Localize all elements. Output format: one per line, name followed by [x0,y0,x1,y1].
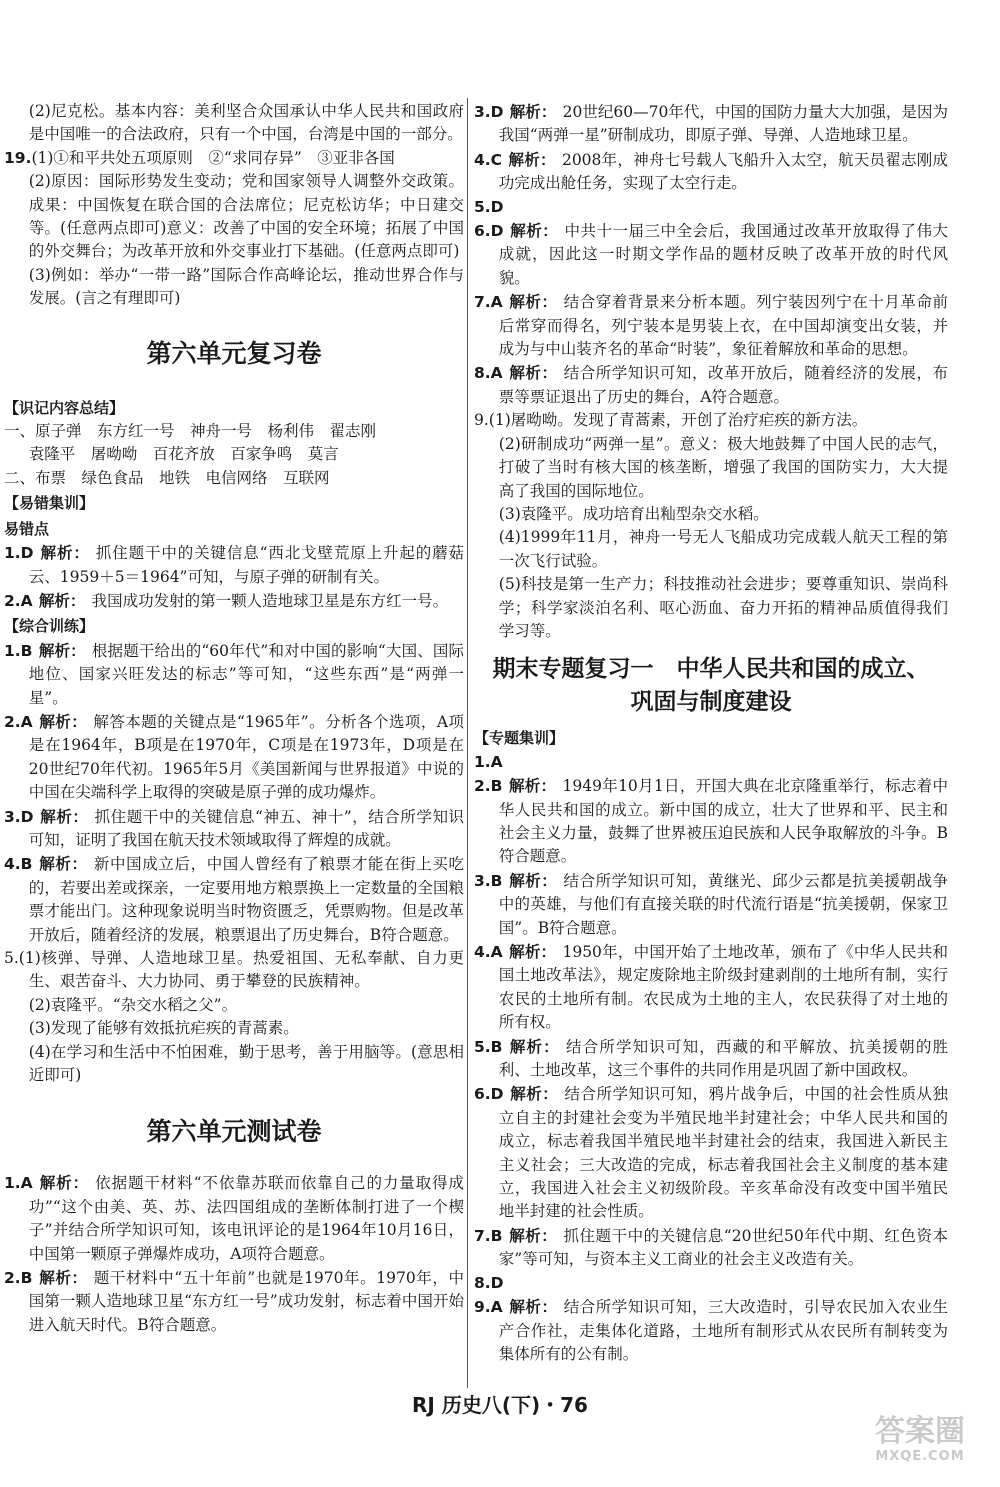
test-answer-1 [4,1171,464,1266]
watermark-sub: MXQE.COM [875,1449,965,1464]
test-answer-7 [474,290,948,361]
answer-number: 1.B [4,641,33,660]
test-answer-2 [4,1266,464,1337]
analysis-label: 解析： [38,1173,89,1193]
special-answer-3 [474,869,948,940]
analysis-label: 解析： [38,640,86,660]
analysis-label: 解析： [39,543,90,563]
summary-line-1b: 袁隆平 屠呦呦 百花齐放 百家争鸣 莫言 [28,445,339,464]
analysis-label: 解析： [38,590,86,610]
answer-18-part2: (2)尼克松。基本内容：美利坚合众国承认中华人民共和国政府是中国唯一的合法政府，只有一个中国，台湾是中国的一部分。 [28,102,464,144]
special-answer-6 [474,1082,948,1223]
answer-number: 4.C [474,150,503,169]
page-footer: RJ 历史八(下)・76 [412,1393,588,1417]
test-answer-9-part5: (5)科技是第一生产力；科技推动社会进步；要尊重知识、崇尚科学；科学家淡泊名利、呕心沥血、奋力开拓的精神品质值得我们学习等。 [498,575,948,640]
answer-text: 结合所学知识可知，黄继光、邱少云都是抗美援朝战争中的英雄，与他们有直接关联的时代流行语是“抗美援朝，保家卫国”。B符合题意。 [498,871,948,937]
errors-subheading: 易错点 [4,519,50,538]
analysis-label: 解析： [508,1297,558,1317]
watermark-main: 答案圈 [875,1414,965,1449]
special-answer-9 [474,1295,948,1366]
summary-line-2: 二、布票 绿色食品 地铁 电信网络 互联网 [4,468,330,487]
answer-number: 3.D [4,807,34,826]
analysis-label: 解析： [38,854,88,874]
test-answer-6 [474,219,948,290]
left-column [4,100,464,1337]
answer-19-part1 [4,147,464,170]
answer-number: 6.D [474,222,504,241]
answer-number: 4.A [474,943,503,961]
answer-number: 1.D [4,544,34,563]
combined-answer-1 [4,639,464,710]
answer-number: 2.B [4,1269,33,1288]
errors-heading: 【易错集训】 [4,494,95,513]
special-heading: 【专题集训】 [474,729,565,748]
analysis-label: 解析： [508,870,558,890]
answer-text: 1950年，中国开始了土地改革，颁布了《中华人民共和国土地改革法》，规定废除地主阶级封建剥削的土地所有制，实行农民的土地所有制。农民成为土地的主人，农民获得了对土地的所有权。 [498,943,948,1032]
answer-text: 新中国成立后，中国人曾经有了粮票才能在街上买吃的，若要出差或探亲，一定要用地方粮票换上一定数量的全国粮票才能出门。这种现象说明当时物资匮乏，凭票购物。但是改革开放后，随着经济的发展，粮票退出了历史舞台，B符合题意。 [28,855,464,944]
answer-text: 结合所学知识可知，三大改造时，引导农民加入农业生产合作社，走集体化道路，土地所有制形式从农民所有制转变为集体所有的公有制。 [498,1298,948,1363]
combined-answer-3 [4,805,464,853]
special-answer-4 [474,940,948,1035]
answer-number: 9.A [474,1298,503,1317]
answer-text: 根据题干给出的“60年代”和对中国的影响“大国、国际地位、国家兴旺发达的标志”等可知，“这些东西”是“两弹一星”。 [28,641,464,707]
combined-answer-2 [4,710,464,805]
answer-number: 3.D [474,103,504,121]
test-answer-3 [474,100,948,148]
special-answer-7 [474,1224,948,1272]
combined-answer-5-part2: (2)袁隆平。“杂交水稻之父”。 [28,995,238,1014]
summary-heading: 【识记内容总结】 [4,398,125,417]
answer-text: 我国成功发射的第一颗人造地球卫星是东方红一号。 [91,591,449,610]
answer-number: 5.D [474,197,504,216]
special-answer-5 [474,1035,948,1083]
answer-number: 8.D [474,1273,504,1292]
analysis-label: 解析： [508,1036,560,1056]
answer-number: 2.B [474,777,503,796]
test-answer-9-part1: 9.(1)屠呦呦。发现了青蒿素，开创了治疗疟疾的新方法。 [474,411,868,430]
analysis-label: 解析： [39,806,89,826]
analysis-label: 解析： [38,711,88,731]
answer-text: 结合所学知识可知，西藏的和平解放、抗美援朝的胜利、土地改革，这三个事件的共同作用是巩固了新中国政权。 [498,1037,948,1080]
answer-number: 7.A [474,293,503,312]
test-answer-5 [474,196,948,219]
combined-answer-5-part4: (4)在学习和生活中不怕困难，勤于思考，善于用脑等。(意思相近即可) [28,1042,464,1085]
answer-text: 中共十一届三中全会后，我国通过改革开放取得了伟大成就，因此这一时期文学作品的题材反映了改革开放的时代风貌。 [498,222,948,287]
answer-number: 2.A [4,712,33,731]
final-review-title-line2: 巩固与制度建设 [630,689,792,716]
answer-text: 抓住题干中的关键信息“20世纪50年代中期、红色资本家”等可知，与资本主义工商业的社会主义改造有关。 [498,1226,948,1269]
answer-number: 6.D [474,1085,504,1104]
test-answer-8 [474,361,948,409]
answer-text: 题干材料中“五十年前”也就是1970年。1970年，中国第一颗人造地球卫星“东方红一号”成功发射，标志着中国开始进入航天时代。B符合题意。 [28,1269,464,1334]
section-title-review: 第六单元复习卷 [146,338,322,368]
analysis-label: 解析： [509,102,557,121]
combined-heading: 【综合训练】 [4,617,95,636]
special-answer-1 [474,751,948,774]
answer-number: 5.B [474,1037,503,1056]
analysis-label: 解析： [508,1225,558,1245]
answer-text: 1949年10月1日，开国大典在北京隆重举行，标志着中华人民共和国的成立。新中国的成立，壮大了世界和平、民主和社会主义力量，鼓舞了世界被压迫民族和人民争取解放的斗争。B符合题意。 [498,777,948,866]
answer-text: 结合穿着背景来分析本题。列宁装因列宁在十月革命前后常穿而得名，列宁装本是男装上衣，在中国却演变出女装，并成为与中山装齐名的革命“时装”，象征着解放和革命的思想。 [498,293,948,359]
answer-text: 抓住题干中的关键信息“神五、神十”，结合所学知识可知，证明了我国在航天技术领域取得了辉煌的成就。 [28,807,464,849]
test-answer-9-part2: (2)研制成功“两弹一星”。意义：极大地鼓舞了中国人民的志气，打破了当时有核大国的核垄断，增强了我国的国防实力，大大提高了我国的国际地位。 [498,434,948,500]
combined-answer-4 [4,852,464,947]
analysis-label: 解析： [508,776,557,796]
final-review-title-line1: 期末专题复习一 中华人民共和国的成立、 [492,656,930,683]
summary-line-1: 一、原子弹 东方红一号 神舟一号 杨利伟 翟志刚 [4,422,377,441]
right-column [474,100,948,1366]
error-answer-1 [4,541,464,589]
answer-19-part2: (2)原因：国际形势发生变动；党和国家领导人调整外交政策。成果：中国恢复在联合国的合法席位；尼克松访华；中日建交等。(任意两点即可)意义：改善了中国的安全环境；拓展了中国的外交舞台；为改革开放和外交事业打下基础。(任意两点即可) [28,172,464,261]
analysis-label: 解析： [508,149,556,169]
answer-number: 4.B [4,855,33,874]
special-answer-2 [474,774,948,869]
combined-answer-5-part3: (3)发现了能够有效抵抗疟疾的青蒿素。 [28,1019,299,1038]
special-answer-8 [474,1272,948,1295]
section-title-test: 第六单元测试卷 [146,1117,322,1147]
q19-number: 19. [4,148,32,167]
analysis-label: 解析： [508,363,558,383]
analysis-label: 解析： [508,292,558,312]
section-title-final-review [474,653,948,719]
answer-number: 7.B [474,1226,503,1245]
answer-19-part3: (3)例如：举办“一带一路”国际合作高峰论坛，推动世界合作与发展。(言之有理即可) [28,265,464,308]
answer-number: 8.A [474,364,503,383]
analysis-label: 解析： [509,221,559,241]
test-answer-4 [474,148,948,196]
answer-text: 结合所学知识可知，改革开放后，随着经济的发展，布票等票证退出了历史的舞台，A符合题意。 [498,364,948,406]
combined-answer-5-part1: 5.(1)核弹、导弹、人造地球卫星。热爱祖国、无私奉献、自力更生、艰苦奋斗、大力协同、勇于攀登的民族精神。 [4,949,464,991]
analysis-label: 解析： [509,1084,559,1104]
error-answer-2 [4,589,464,613]
answer-text: 抓住题干中的关键信息“西北戈壁荒原上升起的蘑菇云、1959＋5＝1964”可知，与原子弹的研制有关。 [28,544,464,586]
answer-number: 3.B [474,871,503,890]
watermark-logo [860,1415,980,1475]
test-answer-9-part3: (3)袁隆平。成功培育出籼型杂交水稻。 [498,504,769,523]
answer-text: 2008年，神舟七号载人飞船升入太空，航天员翟志刚成功完成出舱任务，实现了太空行走。 [498,150,948,193]
analysis-label: 解析： [508,942,557,961]
answer-number: 1.A [474,752,503,771]
q19-part1-text: (1)①和平共处五项原则 ②“求同存异” ③亚非各国 [31,148,395,167]
answer-text: 结合所学知识可知，鸦片战争后，中国的社会性质从独立自主的封建社会变为半殖民地半封建社会；中华人民共和国的成立，标志着我国半殖民地半封建社会的结束，我国进入新民主主义社会；三大改造的完成，标志着我国社会主义制度的基本建立，我国进入社会主义初级阶段。辛亥革命没有改变中国半殖民地半封建的社会性质。 [498,1085,948,1221]
answer-number: 2.A [4,591,33,610]
answer-text: 解答本题的关键点是“1965年”。分析各个选项，A项是在1964年，B项是在1970年，C项是在1973年，D项是在20世纪70年代初。1965年5月《美国新闻与世界报道》中说的中国在尖端科学上取得的突破是原子弹的成功爆炸。 [28,712,464,802]
answer-text: 依据题干材料“不依靠苏联而依靠自己的力量取得成功”“这个由美、英、苏、法四国组成的垄断体制打进了一个楔子”并结合所学知识可知，该电讯评论的是1964年10月16日，中国第一颗原子弹爆炸成功，A项符合题意。 [28,1174,464,1263]
test-answer-9-part4: (4)1999年11月，神舟一号无人飞船成功完成载人航天工程的第一次飞行试验。 [498,528,948,570]
answer-text: 20世纪60—70年代，中国的国防力量大大加强，是因为我国“两弹一星”研制成功，即原子弹、导弹、人造地球卫星。 [498,103,948,145]
analysis-label: 解析： [38,1268,88,1288]
answer-number: 1.A [4,1174,33,1193]
column-divider [467,98,468,1388]
